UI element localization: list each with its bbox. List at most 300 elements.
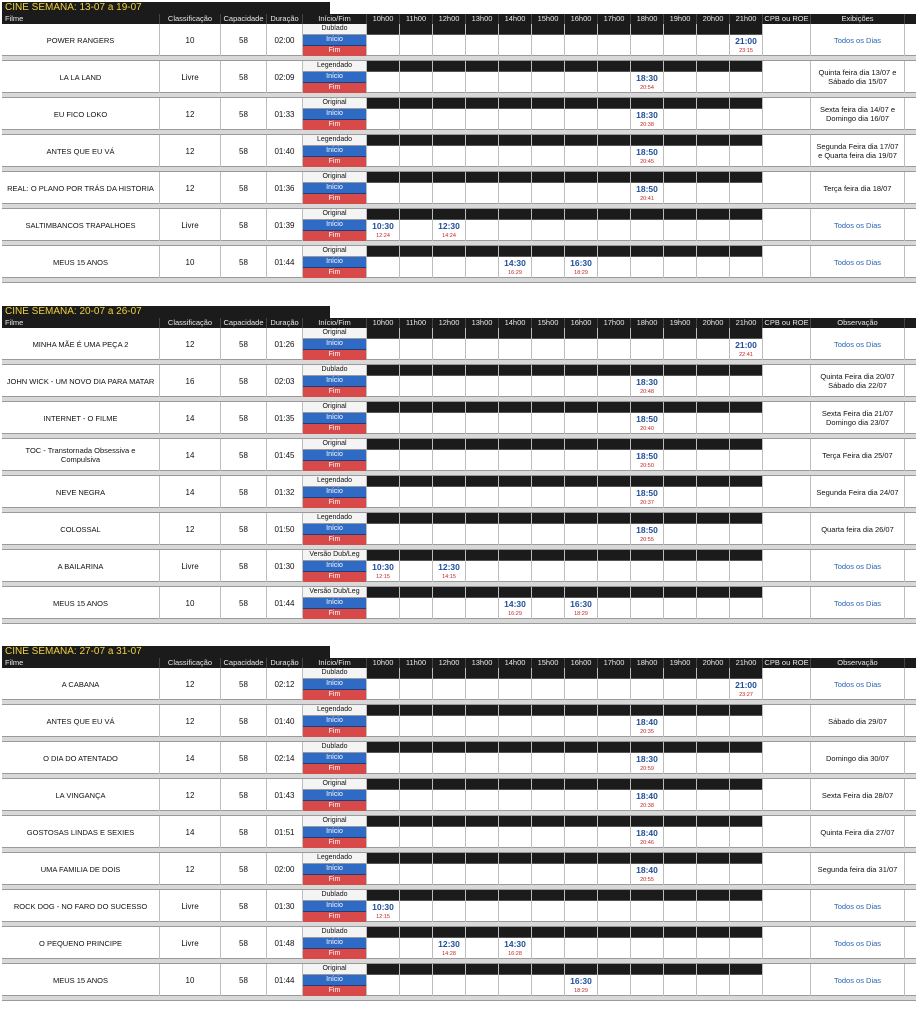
session-end	[697, 157, 729, 167]
session-start	[565, 146, 597, 157]
hour-bar	[664, 587, 696, 598]
hour-cell	[499, 61, 532, 93]
hour-cell	[565, 964, 598, 996]
session-start	[598, 183, 630, 194]
session-start	[466, 901, 498, 912]
hour-cell	[664, 439, 697, 471]
session-end	[367, 690, 399, 700]
session-end	[532, 424, 564, 434]
session-start	[565, 938, 597, 949]
fim-label: Fim	[303, 986, 366, 996]
hour-cell	[697, 816, 730, 848]
hour-bar	[631, 927, 663, 938]
hour-cell	[730, 705, 763, 737]
hour-bar	[631, 61, 663, 72]
session-end	[400, 231, 432, 241]
hour-bar	[565, 668, 597, 679]
hour-cell	[697, 513, 730, 545]
session-start	[367, 524, 399, 535]
table-row	[2, 853, 916, 885]
hour-bar	[367, 927, 399, 938]
hour-bar	[466, 328, 498, 339]
hour-bar	[598, 513, 630, 524]
hour-bar	[466, 513, 498, 524]
session-start	[631, 901, 663, 912]
session-start	[499, 183, 531, 194]
session-end	[664, 949, 696, 959]
hour-bar	[400, 402, 432, 413]
session-end	[532, 690, 564, 700]
hour-cell	[367, 816, 400, 848]
hour-bar	[532, 476, 564, 487]
session-end	[433, 461, 465, 471]
hour-bar	[499, 439, 531, 450]
hour-bar	[598, 927, 630, 938]
session-end	[499, 194, 531, 204]
hour-cell	[532, 513, 565, 545]
session-start	[466, 561, 498, 572]
session-end	[565, 46, 597, 56]
hour-bar	[499, 98, 531, 109]
hour-cell	[697, 328, 730, 360]
session-end	[532, 157, 564, 167]
inicio-label: Início	[303, 376, 366, 387]
hour-cell	[730, 98, 763, 130]
session-end	[664, 986, 696, 996]
hour-bar	[532, 853, 564, 864]
header-inicio-fim: Início/Fim	[303, 318, 367, 328]
session-start	[433, 827, 465, 838]
fim-label: Fim	[303, 838, 366, 848]
hour-cell	[598, 779, 631, 811]
hour-cell	[664, 587, 697, 619]
table-row	[2, 209, 916, 241]
hour-cell	[367, 513, 400, 545]
hour-bar	[367, 61, 399, 72]
session-end	[664, 572, 696, 582]
session-end	[631, 912, 663, 922]
movie-version: Dublado	[303, 890, 366, 901]
session-start	[730, 827, 762, 838]
session-end	[466, 609, 498, 619]
movie-capacidade: 58	[221, 890, 267, 922]
session-start	[631, 598, 663, 609]
session-end	[730, 268, 762, 278]
session-start	[730, 146, 762, 157]
session-start	[598, 975, 630, 986]
hour-cell	[598, 209, 631, 241]
session-end	[631, 690, 663, 700]
table-row	[2, 476, 916, 508]
hour-bar	[499, 513, 531, 524]
session-start: 10:30	[372, 901, 394, 912]
session-end	[730, 875, 762, 885]
hour-bar	[598, 668, 630, 679]
movie-version: Original	[303, 246, 366, 257]
movie-classificacao: 14	[160, 402, 221, 434]
movie-capacidade: 58	[221, 668, 267, 700]
session-end	[499, 120, 531, 130]
header-hour: 13h00	[466, 318, 499, 328]
hour-bar	[400, 328, 432, 339]
session-end	[367, 875, 399, 885]
hour-bar	[598, 853, 630, 864]
hour-cell	[730, 328, 763, 360]
header-duracao: Duração	[267, 658, 303, 668]
hour-cell	[400, 853, 433, 885]
session-end	[631, 231, 663, 241]
hour-bar	[730, 668, 762, 679]
movie-capacidade: 58	[221, 742, 267, 774]
version-labels	[303, 513, 367, 544]
session-start	[664, 679, 696, 690]
session-end	[598, 912, 630, 922]
inicio-label: Início	[303, 753, 366, 764]
session-end	[730, 986, 762, 996]
fim-label: Fim	[303, 387, 366, 397]
session-end	[433, 801, 465, 811]
hour-cell	[730, 587, 763, 619]
movie-capacidade: 58	[221, 365, 267, 397]
fim-label: Fim	[303, 461, 366, 471]
hour-bar	[697, 964, 729, 975]
hour-cell	[499, 742, 532, 774]
hour-cell	[664, 135, 697, 167]
hour-bar	[499, 365, 531, 376]
movie-duracao: 01:26	[267, 328, 303, 360]
session-end	[499, 801, 531, 811]
hour-bar	[367, 135, 399, 146]
header-filme: Filme	[2, 658, 160, 668]
hour-bar	[730, 779, 762, 790]
session-end	[466, 194, 498, 204]
hour-cell	[400, 209, 433, 241]
hour-bar	[400, 816, 432, 827]
hour-bar	[367, 476, 399, 487]
hour-bar	[697, 328, 729, 339]
hour-bar	[631, 209, 663, 220]
hour-cell	[697, 135, 730, 167]
session-end	[367, 838, 399, 848]
hour-cell	[631, 476, 664, 508]
hour-bar	[664, 135, 696, 146]
hour-bar	[433, 209, 465, 220]
hour-bar	[433, 742, 465, 753]
hour-bar	[631, 816, 663, 827]
movie-version: Dublado	[303, 365, 366, 376]
session-end	[598, 949, 630, 959]
session-start	[400, 183, 432, 194]
session-start	[598, 561, 630, 572]
session-end	[499, 838, 531, 848]
hour-cell	[499, 853, 532, 885]
hour-cell	[532, 550, 565, 582]
hour-cell	[433, 328, 466, 360]
hour-cell	[631, 816, 664, 848]
header-capacidade: Capacidade	[221, 658, 267, 668]
session-end: 14:15	[442, 574, 456, 580]
session-start	[466, 487, 498, 498]
session-start	[367, 339, 399, 350]
session-end	[664, 838, 696, 848]
hour-cell	[664, 779, 697, 811]
hour-bar	[664, 24, 696, 35]
version-labels	[303, 172, 367, 203]
hour-bar	[433, 890, 465, 901]
hour-cell	[499, 328, 532, 360]
hour-cell	[466, 365, 499, 397]
hour-bar	[598, 550, 630, 561]
header-hour: 11h00	[400, 14, 433, 24]
hour-cell	[433, 172, 466, 204]
inicio-label: Início	[303, 450, 366, 461]
session-start	[631, 938, 663, 949]
hour-cell	[433, 402, 466, 434]
hour-bar	[697, 24, 729, 35]
hour-cell	[466, 402, 499, 434]
session-end	[664, 424, 696, 434]
movie-duracao: 02:03	[267, 365, 303, 397]
session-end	[499, 764, 531, 774]
session-start	[532, 487, 564, 498]
session-end	[400, 194, 432, 204]
header-hour: 13h00	[466, 14, 499, 24]
session-end	[499, 83, 531, 93]
version-labels	[303, 135, 367, 166]
session-start	[664, 72, 696, 83]
cpb-cell	[763, 927, 811, 959]
session-start	[433, 376, 465, 387]
hour-cell	[400, 439, 433, 471]
session-start	[499, 716, 531, 727]
cpb-cell	[763, 816, 811, 848]
hour-bar	[433, 550, 465, 561]
session-start	[532, 72, 564, 83]
header-duracao: Duração	[267, 318, 303, 328]
session-end: 20:48	[640, 389, 654, 395]
session-start	[499, 864, 531, 875]
hour-cell	[433, 705, 466, 737]
hour-bar	[598, 705, 630, 716]
session-start: 18:50	[636, 413, 658, 424]
hour-bar	[499, 328, 531, 339]
session-end	[466, 350, 498, 360]
hour-bar	[532, 513, 564, 524]
session-end	[631, 350, 663, 360]
hour-cell	[532, 853, 565, 885]
hour-cell	[631, 890, 664, 922]
movie-classificacao: 12	[160, 779, 221, 811]
hour-cell	[466, 135, 499, 167]
session-start	[433, 524, 465, 535]
session-start	[565, 524, 597, 535]
movie-version: Legendado	[303, 705, 366, 716]
table-row	[2, 439, 916, 471]
hour-bar	[631, 172, 663, 183]
session-start	[697, 35, 729, 46]
hour-bar	[697, 705, 729, 716]
hour-cell	[532, 24, 565, 56]
movie-duracao: 01:50	[267, 513, 303, 545]
hour-bar	[367, 587, 399, 598]
session-start	[532, 376, 564, 387]
session-end: 20:55	[640, 537, 654, 543]
hour-bar	[433, 476, 465, 487]
session-start	[400, 72, 432, 83]
hour-bar	[631, 365, 663, 376]
session-start	[367, 257, 399, 268]
session-end	[433, 157, 465, 167]
session-start	[664, 524, 696, 535]
hour-bar	[499, 172, 531, 183]
hour-cell	[499, 890, 532, 922]
session-start	[697, 938, 729, 949]
hour-cell	[466, 742, 499, 774]
hour-bar	[697, 779, 729, 790]
session-start	[598, 938, 630, 949]
session-start	[466, 524, 498, 535]
session-start	[598, 598, 630, 609]
inicio-label: Início	[303, 975, 366, 986]
hour-bar	[433, 98, 465, 109]
hour-bar	[730, 365, 762, 376]
hour-bar	[400, 927, 432, 938]
hour-bar	[400, 853, 432, 864]
hour-bar	[565, 246, 597, 257]
hour-cell	[466, 439, 499, 471]
movie-classificacao: 14	[160, 816, 221, 848]
session-end	[466, 949, 498, 959]
session-start	[466, 339, 498, 350]
hour-bar	[367, 890, 399, 901]
session-end	[697, 268, 729, 278]
hour-cell	[730, 24, 763, 56]
hour-bar	[565, 365, 597, 376]
hour-cell	[697, 668, 730, 700]
session-start: 10:30	[372, 220, 394, 231]
movie-title: MEUS 15 ANOS	[2, 964, 160, 996]
hour-cell	[631, 328, 664, 360]
hour-bar	[400, 209, 432, 220]
movie-title: TOC - Transtornada Obsessiva e Compulsiva	[2, 439, 160, 471]
inicio-label: Início	[303, 339, 366, 350]
movie-duracao: 01:36	[267, 172, 303, 204]
hour-bar	[664, 816, 696, 827]
session-start	[499, 790, 531, 801]
session-end	[664, 498, 696, 508]
hour-cell	[565, 668, 598, 700]
session-end	[598, 83, 630, 93]
hour-cell	[664, 964, 697, 996]
session-end: 20:35	[640, 729, 654, 735]
hour-cell	[499, 246, 532, 278]
hour-bar	[532, 668, 564, 679]
session-start: 10:30	[372, 561, 394, 572]
table-row	[2, 246, 916, 278]
hour-cell	[367, 779, 400, 811]
movie-version: Legendado	[303, 853, 366, 864]
hour-bar	[400, 550, 432, 561]
session-start	[598, 450, 630, 461]
session-start	[565, 790, 597, 801]
session-start	[367, 487, 399, 498]
hour-bar	[400, 513, 432, 524]
hour-bar	[367, 328, 399, 339]
session-start	[730, 864, 762, 875]
session-end	[367, 83, 399, 93]
hour-cell	[664, 98, 697, 130]
hour-cell	[499, 439, 532, 471]
movie-classificacao: Livre	[160, 209, 221, 241]
cpb-cell	[763, 439, 811, 471]
session-start	[598, 72, 630, 83]
session-end	[565, 838, 597, 848]
hour-bar	[466, 550, 498, 561]
hour-bar	[466, 779, 498, 790]
session-start	[664, 339, 696, 350]
hour-bar	[664, 365, 696, 376]
session-start	[532, 753, 564, 764]
session-start	[697, 339, 729, 350]
session-start	[400, 450, 432, 461]
hour-bar	[565, 964, 597, 975]
session-start	[730, 220, 762, 231]
session-start	[565, 450, 597, 461]
session-end	[730, 498, 762, 508]
session-end	[664, 535, 696, 545]
table-row	[2, 24, 916, 56]
session-start	[532, 790, 564, 801]
hour-bar	[565, 61, 597, 72]
movie-duracao: 01:43	[267, 779, 303, 811]
hour-cell	[565, 587, 598, 619]
session-start	[598, 146, 630, 157]
hour-bar	[532, 24, 564, 35]
session-start	[730, 183, 762, 194]
hour-bar	[598, 135, 630, 146]
session-end	[565, 387, 597, 397]
movie-exibicoes: Todos os Dias	[811, 209, 905, 241]
hour-bar	[367, 439, 399, 450]
hour-cell	[664, 328, 697, 360]
session-start	[499, 109, 531, 120]
hour-cell	[532, 135, 565, 167]
hour-cell	[400, 135, 433, 167]
hour-cell	[631, 513, 664, 545]
movie-title: ROCK DOG - NO FARO DO SUCESSO	[2, 890, 160, 922]
session-end: 20:55	[640, 877, 654, 883]
session-start	[730, 561, 762, 572]
hour-bar	[433, 24, 465, 35]
hour-cell	[367, 365, 400, 397]
row-separator	[2, 278, 916, 283]
hour-bar	[400, 587, 432, 598]
session-start	[565, 413, 597, 424]
hour-cell	[433, 246, 466, 278]
hour-cell	[433, 61, 466, 93]
session-start	[433, 864, 465, 875]
session-start: 18:40	[636, 864, 658, 875]
hour-bar	[433, 705, 465, 716]
session-start	[532, 901, 564, 912]
hour-cell	[400, 742, 433, 774]
session-end	[730, 535, 762, 545]
session-end	[697, 498, 729, 508]
session-end	[466, 387, 498, 397]
session-end: 16:29	[508, 270, 522, 276]
session-start	[532, 339, 564, 350]
session-start	[565, 35, 597, 46]
